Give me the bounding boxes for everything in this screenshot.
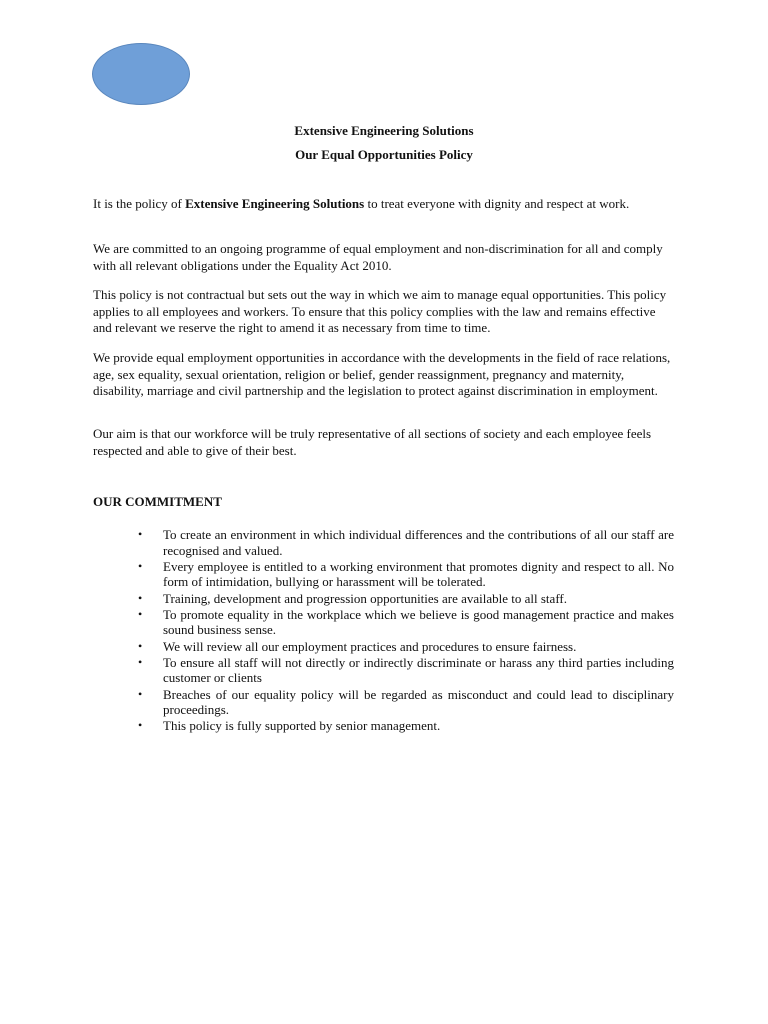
policy-title: Our Equal Opportunities Policy [295,147,473,162]
p1-text-start: It is the policy of [93,196,186,211]
bullet-icon: • [138,718,143,733]
section-heading-commitment: OUR COMMITMENT [93,494,222,509]
list-item [138,687,674,718]
bullet-icon: • [138,558,143,573]
paragraph-contractual [93,287,675,337]
commitment-list [138,527,674,734]
paragraph-policy-statement [93,196,675,213]
logo-oval [92,43,190,105]
paragraph-equal-opportunities [93,350,675,400]
p1-text-end: to treat everyone with dignity and respect at work. [364,196,630,211]
p4-text: We provide equal employment opportunities in accordance with the developments in the field of race relations, age, sex equality, sexual orientation, religion or belief, gender reassignment, pregnancy and maternity, disability, marriage and civil partnership and the legislation to protect against discrimination in employment. [93,350,671,398]
list-item-text: This policy is fully supported by senior management. [163,718,441,734]
list-item-text: Breaches of our equality policy will be regarded as misconduct and could lead to disciplinary proceedings. [163,686,674,718]
list-item [138,607,674,638]
list-item-text: Training, development and progression opportunities are available to all staff. [163,590,567,606]
list-item [138,639,674,655]
list-item [138,655,674,686]
list-item [138,718,674,734]
p2-text: We are committed to an ongoing programme of equal employment and non-discrimination for all and comply with all relevant obligations under the Equality Act 2010. [93,241,663,273]
list-item [138,559,674,590]
paragraph-aim [93,426,675,459]
p3-text: This policy is not contractual but sets out the way in which we aim to manage equal opportunities. This policy applies to all employees and workers. To ensure that this policy complies with the law and remains effective and relevant we reserve the right to amend it as necessary from time to time. [93,287,667,335]
p1-company-name: Extensive Engineering Solutions [185,196,365,211]
list-item-text: To promote equality in the workplace which we believe is good management practice and makes sound business sense. [163,606,674,638]
list-item [138,527,674,558]
list-item [138,591,674,607]
bullet-icon: • [138,527,143,541]
list-item-text: Every employee is entitled to a working environment that promotes dignity and respect to all. No form of intimidation, bullying or harassment will be tolerated. [163,558,674,590]
list-item-text: We will review all our employment practices and procedures to ensure fairness. [163,638,577,654]
bullet-icon: • [138,606,143,621]
p5-text: Our aim is that our workforce will be truly representative of all sections of society and each employee feels respected and able to give of their best. [93,426,652,458]
paragraph-commitment [93,241,675,274]
company-title: Extensive Engineering Solutions [294,123,474,138]
bullet-icon: • [138,638,143,653]
bullet-icon: • [138,590,143,605]
bullet-icon: • [138,686,143,701]
list-item-text: To create an environment in which individual differences and the contributions of all our staff are recognised and valued. [163,527,674,558]
bullet-icon: • [138,654,143,669]
list-item-text: To ensure all staff will not directly or indirectly discriminate or harass any third parties including customer or clients [163,654,674,686]
